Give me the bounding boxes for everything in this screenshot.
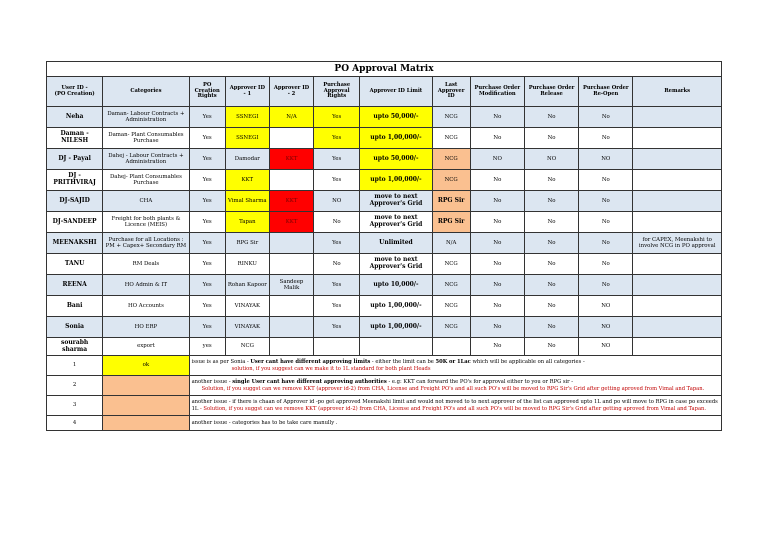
column-header: Categories bbox=[103, 77, 189, 107]
column-header: Purchase Order Release bbox=[524, 77, 578, 107]
table-row bbox=[47, 191, 722, 212]
issue-text-part: User cant have different approving limits bbox=[250, 359, 371, 366]
issue-number: 3 bbox=[47, 396, 103, 416]
cell-last: NCG bbox=[432, 128, 470, 149]
cell-a1: SSNEGI bbox=[225, 107, 269, 128]
cell-mod: No bbox=[470, 275, 524, 296]
cell-par: Yes bbox=[314, 149, 360, 170]
cell-limit: move to next Approver's Grid bbox=[360, 254, 432, 275]
cell-a2 bbox=[269, 338, 313, 356]
cell-par: Yes bbox=[314, 317, 360, 338]
cell-mod: No bbox=[470, 317, 524, 338]
cell-user: DJ -PRITHVIRAJ bbox=[47, 170, 103, 191]
cell-mod: No bbox=[470, 212, 524, 233]
cell-remarks bbox=[633, 191, 722, 212]
table-row bbox=[47, 128, 722, 149]
cell-rights: Yes bbox=[189, 233, 225, 254]
cell-rel: No bbox=[524, 317, 578, 338]
cell-mod: No bbox=[470, 254, 524, 275]
cell-a2: N/A bbox=[269, 107, 313, 128]
cell-rights: yes bbox=[189, 338, 225, 356]
cell-limit: move to next Approver's Grid bbox=[360, 212, 432, 233]
cell-limit: upto 1,00,000/- bbox=[360, 170, 432, 191]
cell-limit: upto 50,000/- bbox=[360, 107, 432, 128]
issue-description bbox=[189, 396, 721, 416]
cell-remarks bbox=[633, 317, 722, 338]
issue-text-part: which will be applicable on all categories - bbox=[470, 359, 585, 366]
cell-remarks bbox=[633, 212, 722, 233]
cell-par: Yes bbox=[314, 296, 360, 317]
cell-reopen: NO bbox=[579, 338, 633, 356]
cell-user: MEENAKSHI bbox=[47, 233, 103, 254]
issue-status bbox=[103, 416, 189, 431]
cell-limit: upto 10,000/- bbox=[360, 275, 432, 296]
cell-par: Yes bbox=[314, 128, 360, 149]
cell-cat: Daman- Plant Consumables Purchase bbox=[103, 128, 189, 149]
issue-row bbox=[47, 396, 722, 416]
issue-solution: solution, if you suggest can we make it to 1L standard for both plant Heads bbox=[231, 365, 431, 372]
cell-mod: No bbox=[470, 296, 524, 317]
cell-rights: Yes bbox=[189, 191, 225, 212]
issue-row bbox=[47, 356, 722, 376]
approval-matrix-table bbox=[46, 61, 722, 431]
cell-user: Bani bbox=[47, 296, 103, 317]
cell-user: TANU bbox=[47, 254, 103, 275]
cell-cat: Daman- Labour Contracts + Administration bbox=[103, 107, 189, 128]
cell-user: Sonia bbox=[47, 317, 103, 338]
cell-reopen: NO bbox=[579, 149, 633, 170]
column-header: Approver ID Limit bbox=[360, 77, 432, 107]
cell-cat: HO Admin & IT bbox=[103, 275, 189, 296]
issue-text-part: - e.g: KKT can forward the PO's for approval either to you or RPG sir - bbox=[386, 379, 574, 386]
issue-status: ok bbox=[103, 356, 189, 376]
cell-a2: KKT bbox=[269, 149, 313, 170]
cell-cat: CHA bbox=[103, 191, 189, 212]
cell-cat: Dahej - Labour Contracts + Administration bbox=[103, 149, 189, 170]
cell-mod: No bbox=[470, 233, 524, 254]
table-row bbox=[47, 275, 722, 296]
issue-text-part: issue is as per Sonia - bbox=[191, 359, 251, 366]
page-title: PO Approval Matrix bbox=[47, 62, 722, 77]
cell-rel: No bbox=[524, 254, 578, 275]
cell-remarks bbox=[633, 254, 722, 275]
issue-number: 4 bbox=[47, 416, 103, 431]
cell-remarks bbox=[633, 128, 722, 149]
cell-last: NCG bbox=[432, 170, 470, 191]
issue-description bbox=[189, 356, 721, 376]
table-row bbox=[47, 233, 722, 254]
cell-rel: No bbox=[524, 338, 578, 356]
cell-reopen: No bbox=[579, 170, 633, 191]
cell-remarks bbox=[633, 338, 722, 356]
cell-last bbox=[432, 338, 470, 356]
column-header: Approver ID - 1 bbox=[225, 77, 269, 107]
cell-remarks bbox=[633, 107, 722, 128]
cell-mod: No bbox=[470, 107, 524, 128]
cell-a1: Tapan bbox=[225, 212, 269, 233]
issue-status bbox=[103, 396, 189, 416]
cell-limit: upto 1,00,000/- bbox=[360, 296, 432, 317]
cell-last: RPG Sir bbox=[432, 191, 470, 212]
cell-limit: move to next Approver's Grid bbox=[360, 191, 432, 212]
cell-rights: Yes bbox=[189, 128, 225, 149]
issue-text-part: another issue - bbox=[191, 379, 233, 386]
issue-text-part: single User cant have different approving authorities bbox=[232, 379, 387, 386]
cell-par: NO bbox=[314, 191, 360, 212]
cell-reopen: NO bbox=[579, 296, 633, 317]
column-header: Last Approver ID bbox=[432, 77, 470, 107]
issue-text-part: - either the limit can be bbox=[370, 359, 436, 366]
cell-rights: Yes bbox=[189, 296, 225, 317]
cell-a2 bbox=[269, 128, 313, 149]
cell-rights: Yes bbox=[189, 275, 225, 296]
cell-reopen: No bbox=[579, 233, 633, 254]
cell-remarks bbox=[633, 275, 722, 296]
cell-par bbox=[314, 338, 360, 356]
cell-user: DJ - Payal bbox=[47, 149, 103, 170]
issue-solution: Solution, if you suggst can we remove KKT (approver id-2) from CHA, License and Freight PO's and all such PO's will be moved to RPG Sir's Grid after getting aproved from Vimal and Tapan. bbox=[201, 385, 705, 392]
column-header: Approver ID - 2 bbox=[269, 77, 313, 107]
cell-a2 bbox=[269, 296, 313, 317]
cell-user: Neha bbox=[47, 107, 103, 128]
cell-rel: No bbox=[524, 191, 578, 212]
cell-rights: Yes bbox=[189, 170, 225, 191]
cell-rel: No bbox=[524, 233, 578, 254]
table-row bbox=[47, 149, 722, 170]
cell-last: NCG bbox=[432, 317, 470, 338]
cell-limit: Unlimited bbox=[360, 233, 432, 254]
cell-mod: No bbox=[470, 170, 524, 191]
cell-rel: No bbox=[524, 296, 578, 317]
cell-a1: NCG bbox=[225, 338, 269, 356]
cell-a1: RPG Sir bbox=[225, 233, 269, 254]
cell-rights: Yes bbox=[189, 149, 225, 170]
cell-cat: Dahej- Plant Consumables Purchase bbox=[103, 170, 189, 191]
cell-rights: Yes bbox=[189, 107, 225, 128]
cell-rel: No bbox=[524, 275, 578, 296]
cell-last: NCG bbox=[432, 296, 470, 317]
cell-reopen: NO bbox=[579, 317, 633, 338]
cell-remarks bbox=[633, 296, 722, 317]
cell-last: NCG bbox=[432, 149, 470, 170]
issue-text-part: another issue - if there is chaan of Approver id -po get approved Meenakshi limit and would not moved to to next approver of the list can approved upto 1L and po will move to RPG in case po exceeds 1L bbox=[191, 399, 718, 412]
cell-mod: No bbox=[470, 128, 524, 149]
cell-a1: KKT bbox=[225, 170, 269, 191]
cell-a1: Vimal Sharma bbox=[225, 191, 269, 212]
cell-reopen: No bbox=[579, 191, 633, 212]
cell-reopen: No bbox=[579, 212, 633, 233]
cell-a1: VINAYAK bbox=[225, 296, 269, 317]
table-row bbox=[47, 107, 722, 128]
cell-remarks bbox=[633, 149, 722, 170]
cell-mod: NO bbox=[470, 149, 524, 170]
cell-limit: upto 1,00,000/- bbox=[360, 317, 432, 338]
column-header: Purchase Order Modification bbox=[470, 77, 524, 107]
cell-mod: No bbox=[470, 191, 524, 212]
issue-status bbox=[103, 376, 189, 396]
cell-cat: Purchase for all Locations : PM + Capex+ Secondary RM bbox=[103, 233, 189, 254]
cell-a1: SSNEGI bbox=[225, 128, 269, 149]
issue-number: 1 bbox=[47, 356, 103, 376]
cell-cat: export bbox=[103, 338, 189, 356]
cell-a1: Rohan Kapoor bbox=[225, 275, 269, 296]
cell-par: Yes bbox=[314, 107, 360, 128]
cell-cat: HO Accounts bbox=[103, 296, 189, 317]
cell-rights: Yes bbox=[189, 212, 225, 233]
cell-a2 bbox=[269, 317, 313, 338]
cell-limit bbox=[360, 338, 432, 356]
cell-last: N/A bbox=[432, 233, 470, 254]
cell-a2: Sandeep Malik bbox=[269, 275, 313, 296]
header-row bbox=[47, 77, 722, 107]
table-row bbox=[47, 338, 722, 356]
cell-reopen: No bbox=[579, 107, 633, 128]
cell-mod: No bbox=[470, 338, 524, 356]
cell-rights: Yes bbox=[189, 317, 225, 338]
cell-rel: No bbox=[524, 128, 578, 149]
cell-user: DJ-SAJID bbox=[47, 191, 103, 212]
cell-limit: upto 1,00,000/- bbox=[360, 128, 432, 149]
issue-row bbox=[47, 416, 722, 431]
cell-user: sourabh sharma bbox=[47, 338, 103, 356]
cell-cat: HO ERP bbox=[103, 317, 189, 338]
issue-text-part: another issue - categories has to be take care manully . bbox=[191, 419, 338, 426]
issue-description bbox=[189, 416, 721, 431]
table-row bbox=[47, 212, 722, 233]
cell-last: NCG bbox=[432, 107, 470, 128]
table-row bbox=[47, 317, 722, 338]
issue-text-part: 50K or 1Lac bbox=[435, 359, 471, 366]
cell-a2: KKT bbox=[269, 191, 313, 212]
table-row bbox=[47, 296, 722, 317]
cell-user: REENA bbox=[47, 275, 103, 296]
cell-par: No bbox=[314, 254, 360, 275]
cell-reopen: No bbox=[579, 275, 633, 296]
issue-row bbox=[47, 376, 722, 396]
cell-last: NCG bbox=[432, 275, 470, 296]
cell-a2: KKT bbox=[269, 212, 313, 233]
cell-remarks: for CAPEX, Meenakshi to involve NCG in PO approval bbox=[633, 233, 722, 254]
cell-last: NCG bbox=[432, 254, 470, 275]
cell-par: Yes bbox=[314, 170, 360, 191]
cell-rel: No bbox=[524, 212, 578, 233]
table-row bbox=[47, 170, 722, 191]
cell-cat: RM Deals bbox=[103, 254, 189, 275]
cell-user: Daman - NILESH bbox=[47, 128, 103, 149]
table-row bbox=[47, 254, 722, 275]
issue-number: 2 bbox=[47, 376, 103, 396]
column-header: Purchase Approval Rights bbox=[314, 77, 360, 107]
cell-a1: RINKU bbox=[225, 254, 269, 275]
cell-rel: NO bbox=[524, 149, 578, 170]
po-approval-matrix-sheet bbox=[46, 61, 722, 431]
cell-reopen: No bbox=[579, 254, 633, 275]
issue-description bbox=[189, 376, 721, 396]
cell-user: DJ-SANDEEP bbox=[47, 212, 103, 233]
cell-rel: No bbox=[524, 107, 578, 128]
cell-cat: Freight for both plants & Licence (MEIS) bbox=[103, 212, 189, 233]
cell-rights: Yes bbox=[189, 254, 225, 275]
cell-par: Yes bbox=[314, 233, 360, 254]
column-header: Remarks bbox=[633, 77, 722, 107]
issue-solution: - Solution, if you suggst can we remove KKT (approver id-2) from CHA, License and Freight PO's and all such PO's will be moved to RPG Sir's Grid after getting aproved from Vimal and Tapan. bbox=[198, 405, 707, 412]
column-header: PO Creation Rights bbox=[189, 77, 225, 107]
cell-rel: No bbox=[524, 170, 578, 191]
column-header: Purchase Order Re-Open bbox=[579, 77, 633, 107]
cell-last: RPG Sir bbox=[432, 212, 470, 233]
cell-a2 bbox=[269, 254, 313, 275]
cell-par: Yes bbox=[314, 275, 360, 296]
cell-a1: Damodar bbox=[225, 149, 269, 170]
cell-a1: VINAYAK bbox=[225, 317, 269, 338]
column-header: User ID - (PO Creation) bbox=[47, 77, 103, 107]
cell-remarks bbox=[633, 170, 722, 191]
cell-par: No bbox=[314, 212, 360, 233]
cell-a2 bbox=[269, 170, 313, 191]
cell-a2 bbox=[269, 233, 313, 254]
cell-limit: upto 50,000/- bbox=[360, 149, 432, 170]
cell-reopen: No bbox=[579, 128, 633, 149]
